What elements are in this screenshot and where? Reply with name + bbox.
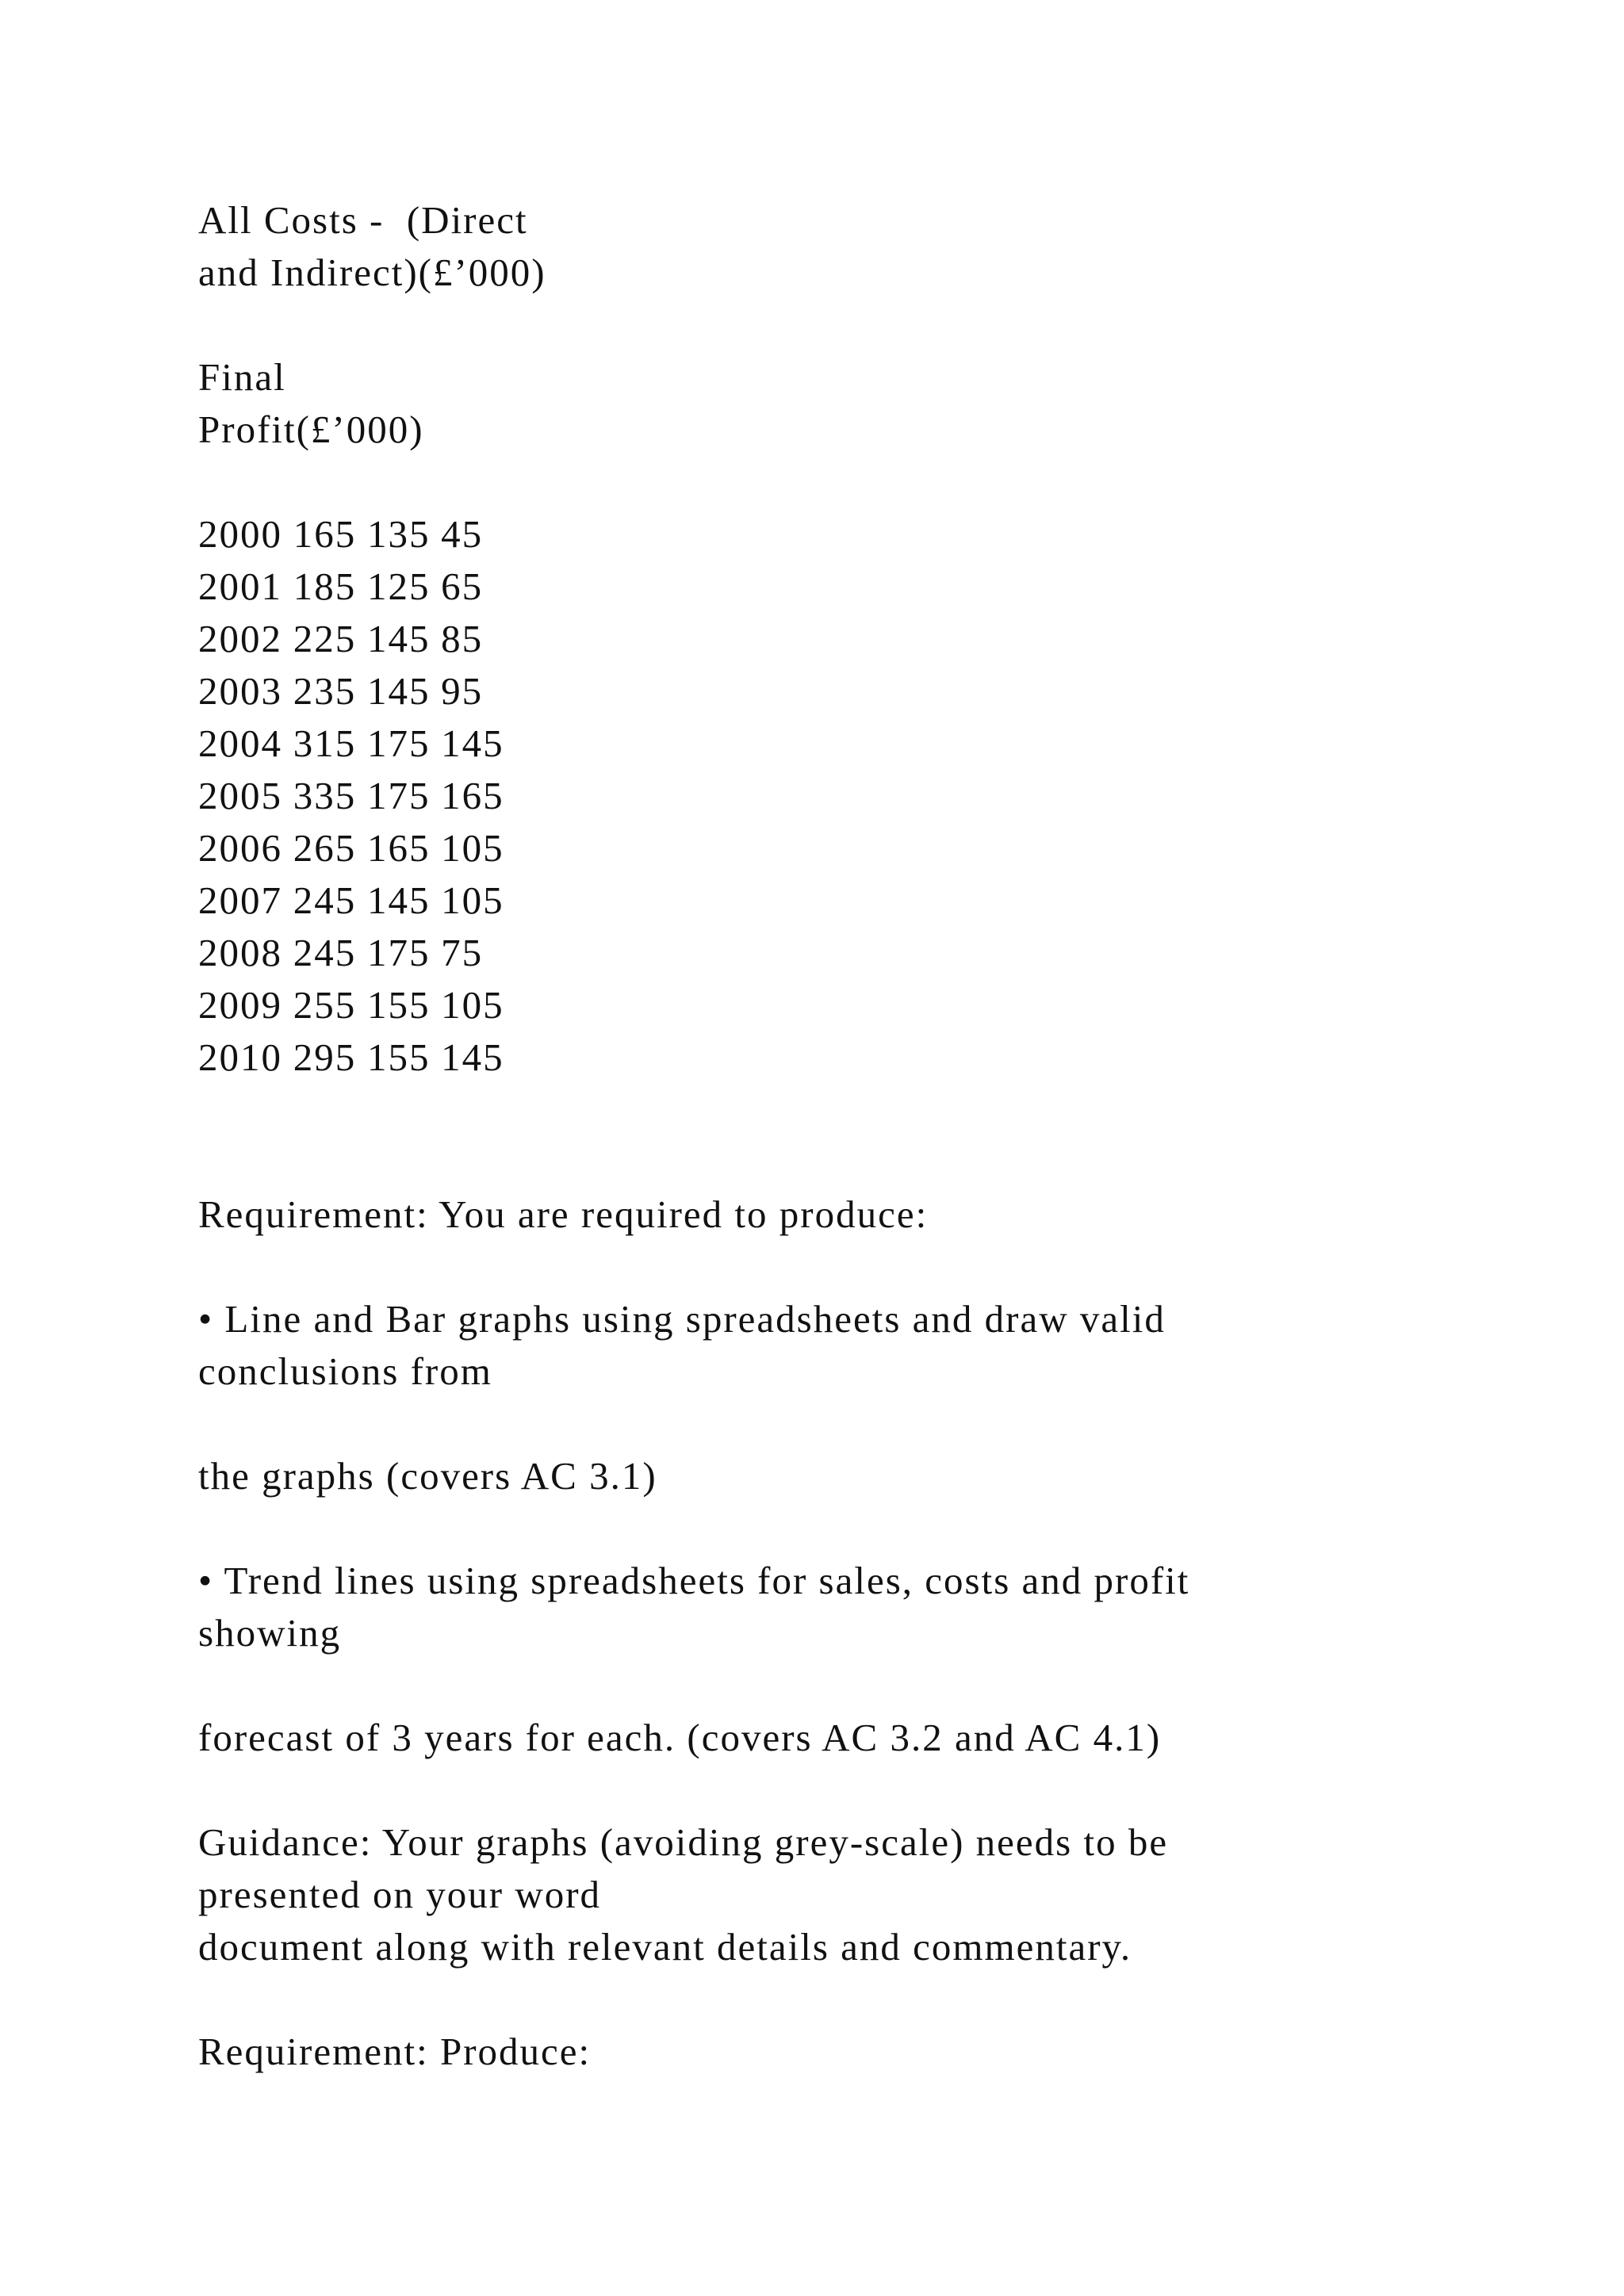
value-cell: 295	[293, 1035, 357, 1079]
value-cell: 315	[293, 721, 357, 765]
table-row	[198, 561, 1546, 613]
year-cell: 2009	[198, 983, 282, 1027]
costs-cell: 175	[366, 774, 431, 817]
spacer	[198, 1398, 1546, 1450]
costs-heading-line1: All Costs - (Direct	[198, 198, 528, 242]
costs-cell: 125	[366, 564, 431, 608]
costs-heading-line2: and Indirect)(£’000)	[198, 251, 546, 294]
table-row	[198, 508, 1546, 561]
value-cell: 255	[293, 983, 357, 1027]
table-row	[198, 979, 1546, 1031]
bullet-trend-line2: showing	[198, 1611, 342, 1655]
profit-cell: 105	[441, 878, 504, 922]
spacer	[198, 1084, 1546, 1188]
costs-cell: 175	[366, 721, 431, 765]
guidance-line1: Guidance: Your graphs (avoiding grey-scale) needs to be	[198, 1820, 1169, 1864]
costs-cell: 175	[366, 931, 431, 974]
value-cell: 265	[293, 826, 357, 870]
costs-cell: 155	[366, 1035, 431, 1079]
value-cell: 245	[293, 931, 357, 974]
table-row	[198, 927, 1546, 979]
spacer	[198, 299, 1546, 351]
spacer	[198, 1502, 1546, 1555]
value-cell: 225	[293, 617, 357, 660]
table-row	[198, 718, 1546, 770]
value-cell: 165	[293, 512, 357, 556]
year-cell: 2004	[198, 721, 282, 765]
value-cell: 235	[293, 669, 357, 713]
table-row	[198, 770, 1546, 822]
year-cell: 2005	[198, 774, 282, 817]
costs-cell: 145	[366, 617, 431, 660]
guidance-line3: document along with relevant details and commentary.	[198, 1925, 1132, 1969]
spacer	[198, 1764, 1546, 1816]
year-cell: 2000	[198, 512, 282, 556]
document-page	[198, 194, 1546, 2078]
data-table	[198, 508, 1546, 1084]
profit-cell: 65	[441, 564, 484, 608]
table-row	[198, 822, 1546, 874]
year-cell: 2010	[198, 1035, 282, 1079]
table-row	[198, 613, 1546, 665]
year-cell: 2006	[198, 826, 282, 870]
value-cell: 185	[293, 564, 357, 608]
bullet-graphs-line1: • Line and Bar graphs using spreadsheets and draw valid	[198, 1297, 1166, 1341]
spacer	[198, 456, 1546, 508]
year-cell: 2007	[198, 878, 282, 922]
requirement-intro: Requirement: You are required to produce:	[198, 1192, 929, 1236]
profit-cell: 45	[441, 512, 484, 556]
bullet-trend-line3: forecast of 3 years for each. (covers AC 3.2 and AC 4.1)	[198, 1716, 1162, 1759]
year-cell: 2001	[198, 564, 282, 608]
spacer	[198, 1973, 1546, 2026]
bullet-graphs-line2: conclusions from	[198, 1349, 492, 1393]
profit-cell: 145	[441, 1035, 504, 1079]
value-cell: 335	[293, 774, 357, 817]
value-cell: 245	[293, 878, 357, 922]
costs-cell: 155	[366, 983, 431, 1027]
profit-cell: 75	[441, 931, 484, 974]
table-row	[198, 874, 1546, 927]
profit-cell: 105	[441, 983, 504, 1027]
table-row	[198, 1031, 1546, 1084]
table-row	[198, 665, 1546, 718]
profit-cell: 105	[441, 826, 504, 870]
spacer	[198, 1659, 1546, 1712]
costs-cell: 145	[366, 878, 431, 922]
costs-cell: 145	[366, 669, 431, 713]
costs-cell: 135	[366, 512, 431, 556]
costs-cell: 165	[366, 826, 431, 870]
profit-cell: 145	[441, 721, 504, 765]
bullet-trend-line1: • Trend lines using spreadsheets for sales, costs and profit	[198, 1559, 1190, 1602]
profit-cell: 85	[441, 617, 484, 660]
profit-heading-line1: Final	[198, 355, 286, 399]
profit-cell: 95	[441, 669, 484, 713]
requirement-produce: Requirement: Produce:	[198, 2030, 592, 2073]
profit-heading-line2: Profit(£’000)	[198, 408, 424, 451]
bullet-graphs-line3: the graphs (covers AC 3.1)	[198, 1454, 657, 1498]
guidance-line2: presented on your word	[198, 1873, 602, 1916]
year-cell: 2008	[198, 931, 282, 974]
spacer	[198, 1241, 1546, 1293]
year-cell: 2002	[198, 617, 282, 660]
year-cell: 2003	[198, 669, 282, 713]
profit-cell: 165	[441, 774, 504, 817]
